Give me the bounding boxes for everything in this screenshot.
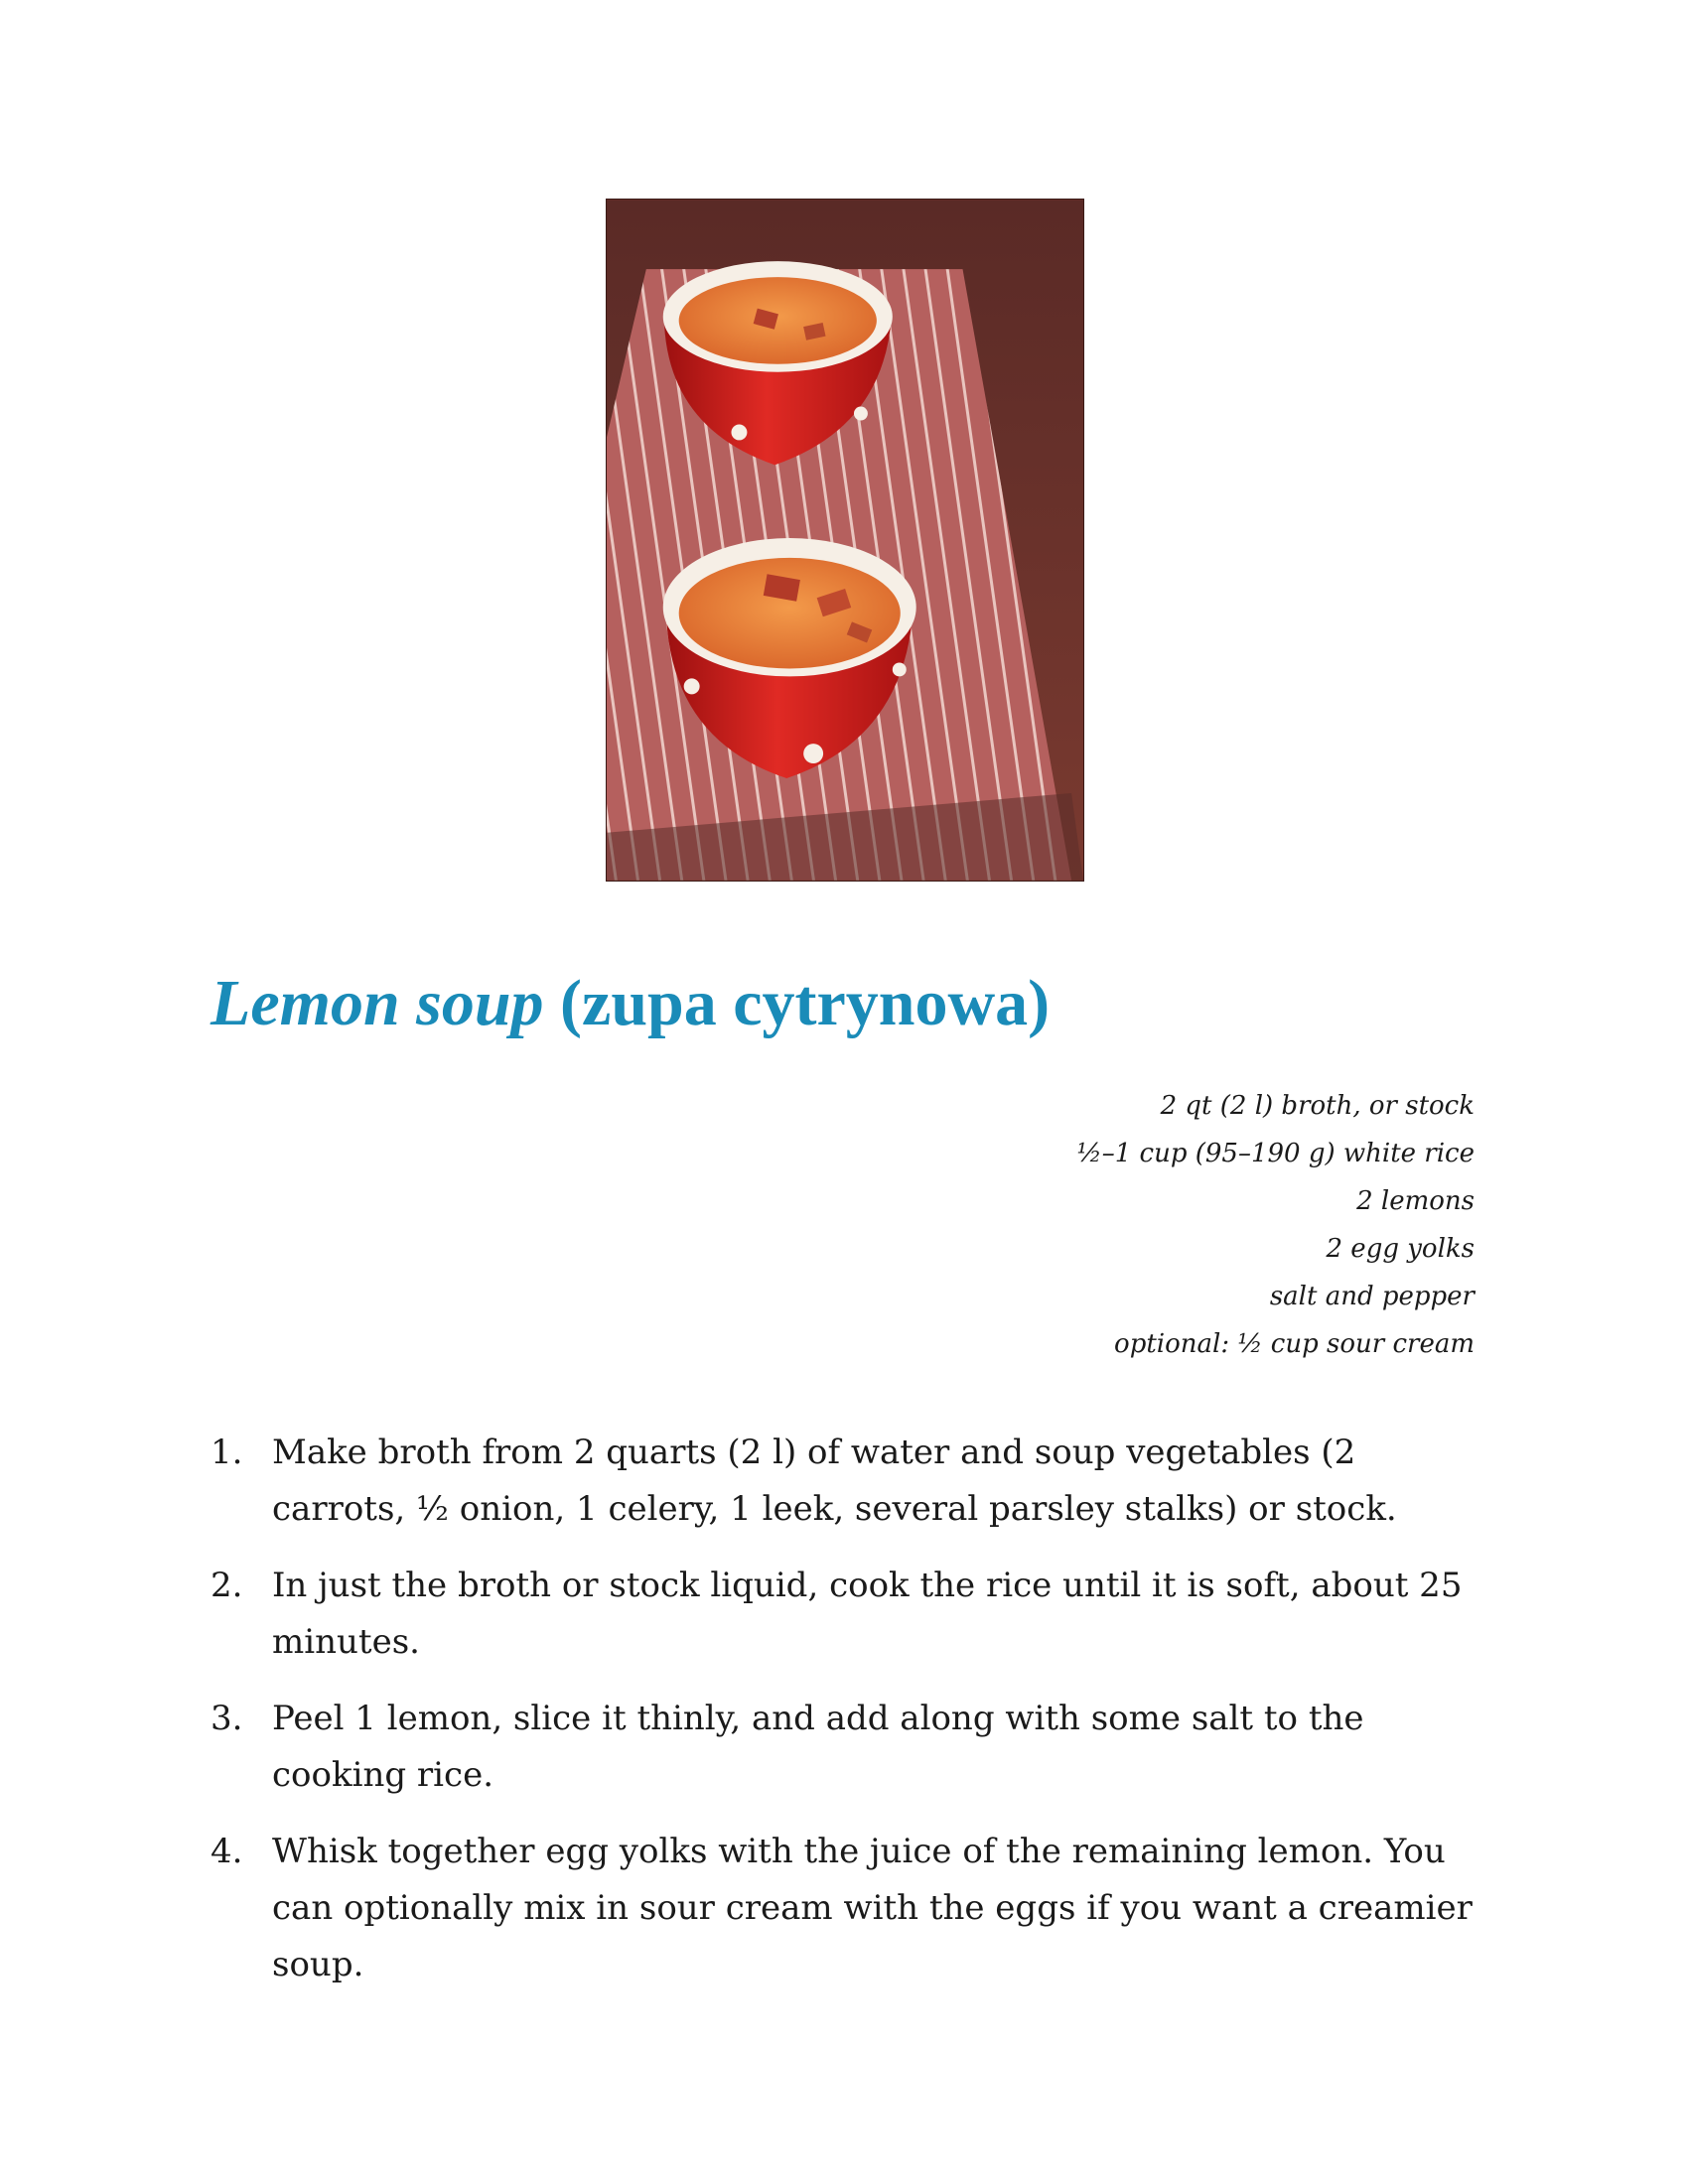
- ingredient-item: 2 lemons: [1356, 1186, 1475, 1216]
- instruction-step: [211, 1425, 1481, 1538]
- instruction-step: [211, 1691, 1481, 1804]
- step-number: 3.: [211, 1699, 243, 1738]
- recipe-title: [211, 968, 1050, 1040]
- ingredient-item: salt and pepper: [1269, 1282, 1475, 1311]
- instructions-list: [211, 1425, 1481, 2013]
- recipe-title-english: Lemon soup: [211, 967, 544, 1039]
- step-number: 2.: [211, 1566, 243, 1605]
- instruction-step: [211, 1824, 1481, 1993]
- step-number: 1.: [211, 1433, 243, 1472]
- ingredient-item: 2 egg yolks: [1326, 1234, 1475, 1264]
- step-text: Peel 1 lemon, slice it thinly, and add along with some salt to the cooking rice.: [272, 1699, 1364, 1795]
- ingredient-item: optional: ½ cup sour cream: [1114, 1329, 1475, 1359]
- step-text: In just the broth or stock liquid, cook the rice until it is soft, about 25 minutes.: [272, 1566, 1463, 1662]
- ingredients-list: [1077, 1082, 1476, 1368]
- step-number: 4.: [211, 1832, 243, 1871]
- soup-bowls-photo: [606, 199, 1084, 882]
- instruction-step: [211, 1558, 1481, 1671]
- ingredient-item: ½–1 cup (95–190 g) white rice: [1076, 1139, 1475, 1168]
- step-text: Make broth from 2 quarts (2 l) of water and soup vegetables (2 carrots, ½ onion, 1 celery, 1 leek, several parsley stalks) or stock.: [272, 1433, 1397, 1529]
- recipe-title-polish: (zupa cytrynowa): [560, 967, 1051, 1039]
- step-text: Whisk together egg yolks with the juice of the remaining lemon. You can optionally mix in sour cream with the eggs if you want a creamier soup.: [272, 1832, 1473, 1984]
- ingredient-item: 2 qt (2 l) broth, or stock: [1160, 1091, 1475, 1121]
